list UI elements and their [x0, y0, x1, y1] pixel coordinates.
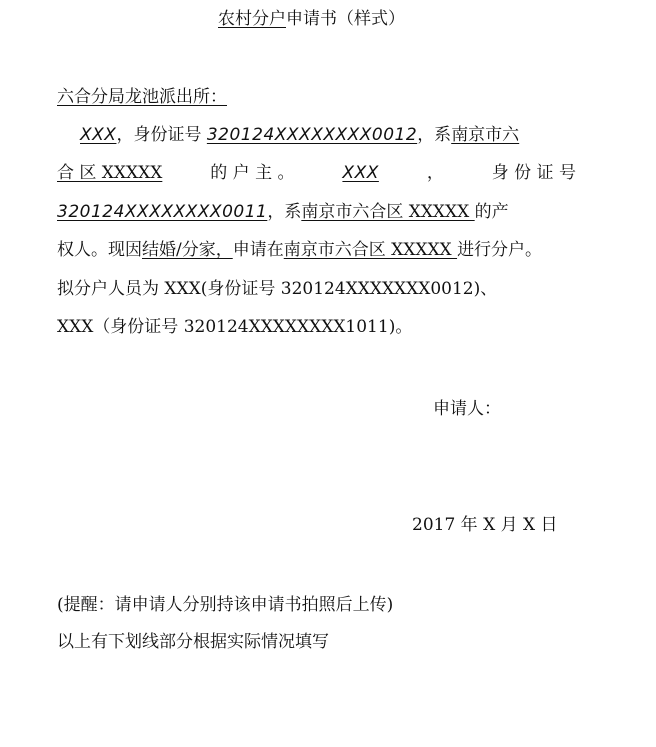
date-line: 2017 年 X 月 X 日	[412, 515, 558, 535]
text: 权人。现因	[57, 240, 142, 260]
body-line-2	[57, 160, 576, 186]
address-part-1: 南京市六	[451, 125, 520, 145]
body-line-6: XXX（身份证号 320124XXXXXXXX1011)。	[57, 317, 413, 337]
body-line-1	[80, 122, 578, 148]
new-address: 南京市六合区 XXXXX	[283, 240, 458, 260]
recipient-line: 六合分局龙池派出所：	[57, 87, 227, 107]
text: 的 户 主 。	[210, 163, 295, 183]
applicant-label: 申请人：	[433, 399, 501, 419]
address-part-2: 合 区 XXXXX	[57, 163, 163, 183]
reminder-note: (提醒：请申请人分别持该申请书拍照后上传)	[57, 595, 394, 615]
text: 身 份 证 号	[491, 163, 576, 183]
body-line-4	[57, 237, 542, 263]
text: ，身份证号	[116, 125, 207, 145]
householder-name: XXX	[80, 125, 117, 145]
owner-name: XXX	[342, 163, 379, 183]
document-title	[218, 6, 405, 32]
text: 的产	[474, 202, 509, 222]
text: ，	[426, 163, 444, 183]
title-underlined: 农村分户	[218, 9, 286, 29]
title-rest: 申请书（样式）	[286, 9, 405, 29]
fill-instruction: 以上有下划线部分根据实际情况填写	[57, 632, 329, 652]
text: 进行分户。	[457, 240, 543, 260]
owner-address: 南京市六合区 XXXXX	[301, 202, 475, 222]
text: ，系	[267, 202, 302, 222]
body-line-3	[57, 199, 509, 225]
body-line-5: 拟分户人员为 XXX(身份证号 320124XXXXXXX0012)、	[57, 279, 498, 299]
text: 申请在	[232, 240, 284, 260]
reason: 结婚/分家，	[142, 240, 233, 260]
householder-id: 320124XXXXXXXX0012	[206, 125, 418, 145]
text: ，系	[417, 125, 452, 145]
owner-id: 320124XXXXXXXX0011	[57, 202, 268, 222]
